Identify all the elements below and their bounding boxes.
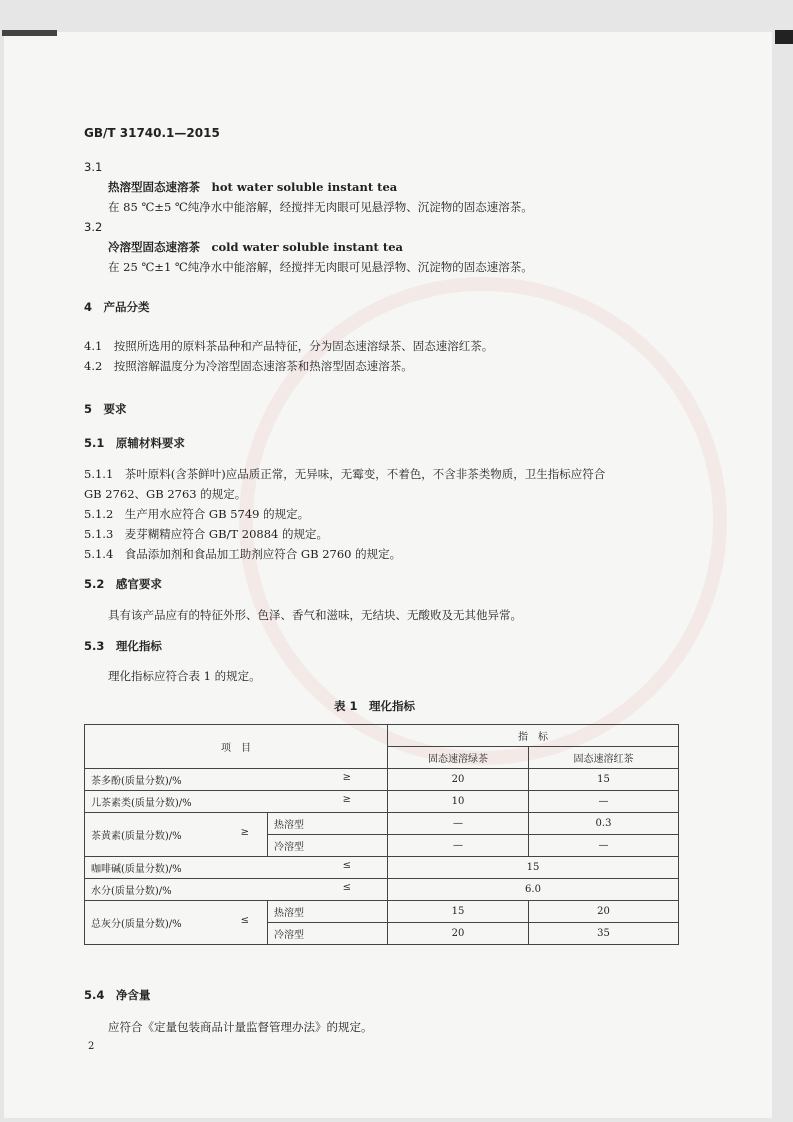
clause-3-2-definition: 在 25 ℃±1 ℃纯净水中能溶解，经搅拌无肉眼可见悬浮物、沉淀物的固态速溶茶。 (108, 260, 533, 274)
clause-4-1: 4.1 按照所选用的原料茶品种和产品特征，分为固态速溶绿茶、固态速溶红茶。 (84, 339, 494, 353)
row-operator: ≥ (240, 827, 249, 838)
cell-black: — (529, 791, 679, 813)
row-operator: ≤ (240, 915, 249, 926)
clause-5-1-1-cont: GB 2762、GB 2763 的规定。 (84, 487, 247, 501)
clause-3-1-definition: 在 85 ℃±5 ℃纯净水中能溶解，经搅拌无肉眼可见悬浮物、沉淀物的固态速溶茶。 (108, 200, 533, 214)
scan-edge-right (775, 30, 793, 44)
standard-number: GB/T 31740.1—2015 (84, 126, 220, 140)
clause-5-1-1: 5.1.1 茶叶原料(含茶鲜叶)应品质正常，无异味，无霉变，不着色，不含非茶类物质，卫生指标应符合 (84, 467, 606, 481)
row-operator: ≥ (342, 794, 351, 805)
header-index: 指 标 (388, 725, 679, 747)
header-black-tea: 固态速溶红茶 (529, 747, 679, 769)
cell-black: 20 (529, 901, 679, 923)
scan-edge (2, 30, 57, 36)
cell-merged: 15 (388, 857, 679, 879)
section-5-2-heading: 5.2 感官要求 (84, 577, 162, 591)
table-row (85, 857, 679, 879)
row-name: 儿茶素类(质量分数)/% (91, 798, 192, 809)
table-row (85, 901, 679, 923)
section-5-3-heading: 5.3 理化指标 (84, 639, 162, 653)
table-caption: 表 1 理化指标 (334, 699, 416, 713)
cell-green: — (388, 813, 529, 835)
page-number: 2 (88, 1041, 95, 1052)
cell-black: — (529, 835, 679, 857)
row-subtype: 冷溶型 (268, 923, 388, 945)
row-subtype: 热溶型 (268, 901, 388, 923)
header-item: 项 目 (85, 725, 388, 769)
section-5-heading: 5 要求 (84, 402, 127, 416)
cell-black: 35 (529, 923, 679, 945)
clause-3-2-number: 3.2 (84, 220, 103, 234)
cell-green: — (388, 835, 529, 857)
table-header-row (85, 725, 679, 747)
row-name: 咖啡碱(质量分数)/% (91, 864, 182, 875)
table-row (85, 769, 679, 791)
table-row (85, 791, 679, 813)
cell-green: 10 (388, 791, 529, 813)
cell-merged: 6.0 (388, 879, 679, 901)
clause-5-1-4: 5.1.4 食品添加剂和食品加工助剂应符合 GB 2760 的规定。 (84, 547, 402, 561)
table-row (85, 813, 679, 835)
row-operator: ≤ (342, 860, 351, 871)
row-operator: ≥ (342, 772, 351, 783)
row-name: 总灰分(质量分数)/% (91, 919, 182, 930)
cell-green: 15 (388, 901, 529, 923)
cell-black: 15 (529, 769, 679, 791)
document-page (4, 32, 772, 1118)
table-row (85, 879, 679, 901)
clause-5-3-text: 理化指标应符合表 1 的规定。 (108, 669, 261, 683)
section-5-4-heading: 5.4 净含量 (84, 988, 151, 1002)
section-4-heading: 4 产品分类 (84, 300, 150, 314)
clause-3-2-term: 冷溶型固态速溶茶 cold water soluble instant tea (108, 240, 403, 254)
header-green-tea: 固态速溶绿茶 (388, 747, 529, 769)
section-5-1-heading: 5.1 原辅材料要求 (84, 436, 185, 450)
row-name: 茶黄素(质量分数)/% (91, 831, 182, 842)
cell-green: 20 (388, 769, 529, 791)
row-subtype: 冷溶型 (268, 835, 388, 857)
row-name: 茶多酚(质量分数)/% (91, 776, 182, 787)
clause-5-2-text: 具有该产品应有的特征外形、色泽、香气和滋味，无结块、无酸败及无其他异常。 (108, 608, 522, 622)
cell-black: 0.3 (529, 813, 679, 835)
row-subtype: 热溶型 (268, 813, 388, 835)
clause-3-1-term: 热溶型固态速溶茶 hot water soluble instant tea (108, 180, 398, 194)
physicochemical-table (84, 724, 679, 945)
cell-green: 20 (388, 923, 529, 945)
clause-5-4-text: 应符合《定量包装商品计量监督管理办法》的规定。 (108, 1020, 373, 1034)
clause-4-2: 4.2 按照溶解温度分为冷溶型固态速溶茶和热溶型固态速溶茶。 (84, 359, 413, 373)
clause-5-1-3: 5.1.3 麦芽糊精应符合 GB/T 20884 的规定。 (84, 527, 328, 541)
clause-3-1-number: 3.1 (84, 160, 103, 174)
clause-5-1-2: 5.1.2 生产用水应符合 GB 5749 的规定。 (84, 507, 310, 521)
row-name: 水分(质量分数)/% (91, 886, 172, 897)
row-operator: ≤ (342, 882, 351, 893)
